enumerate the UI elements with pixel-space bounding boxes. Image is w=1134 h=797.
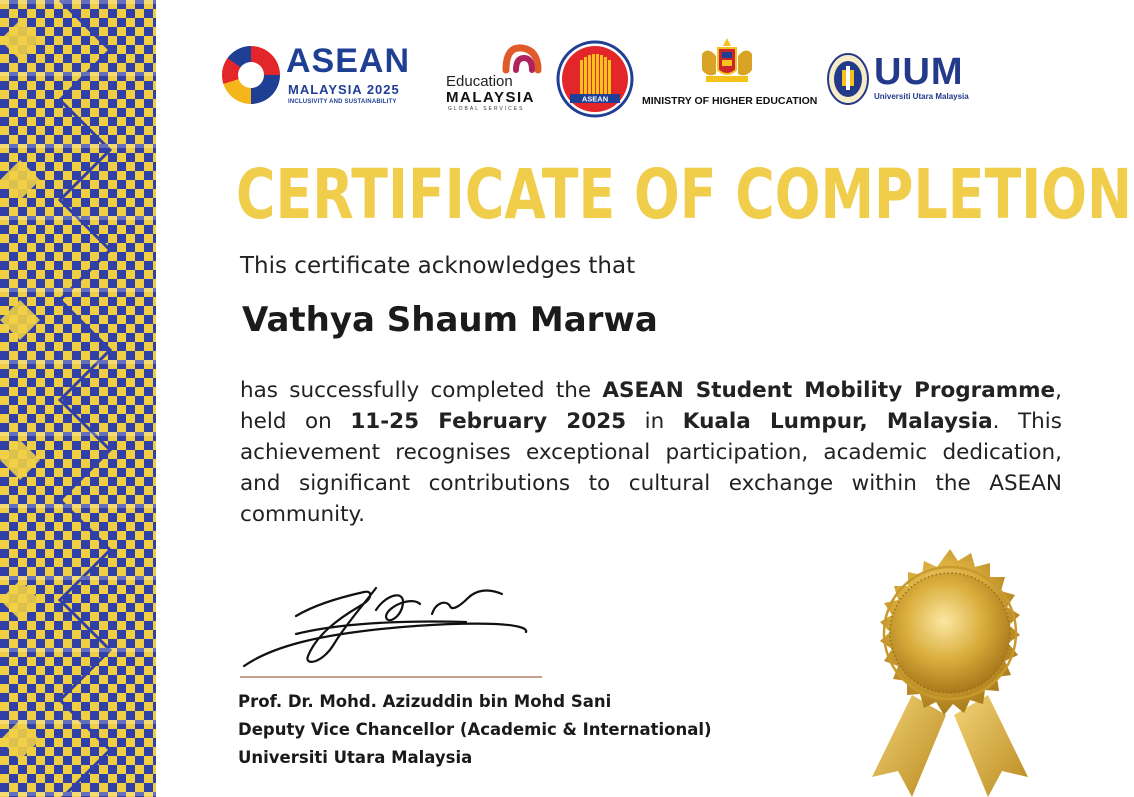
signatory-institution: Universiti Utara Malaysia bbox=[238, 748, 473, 767]
songket-pattern-border bbox=[0, 0, 156, 797]
programme-dates: 11-25 February 2025 bbox=[350, 409, 627, 434]
gold-seal-medal-icon bbox=[850, 545, 1050, 797]
border-motif bbox=[0, 0, 156, 797]
education-malaysia-logo bbox=[446, 40, 550, 112]
acknowledgement-text: This certificate acknowledges that bbox=[240, 253, 636, 279]
handwritten-signature bbox=[236, 574, 536, 674]
programme-name: ASEAN Student Mobility Programme bbox=[602, 378, 1056, 403]
uum-logo-text: UUM bbox=[874, 51, 964, 93]
education-logo-line3: GLOBAL SERVICES bbox=[448, 106, 525, 112]
asean-malaysia-2025-logo bbox=[220, 40, 420, 112]
asean-ring-icon bbox=[222, 46, 280, 104]
signatory-name: Prof. Dr. Mohd. Azizuddin bin Mohd Sani bbox=[238, 692, 612, 711]
body-text-part2: , held on bbox=[240, 378, 1062, 434]
asean-emblem-label: ASEAN bbox=[581, 94, 609, 104]
certificate-title: CERTIFICATE OF COMPLETION bbox=[236, 155, 1133, 235]
body-text-part3: in bbox=[626, 409, 683, 434]
signatory-block bbox=[238, 688, 712, 772]
body-text-part4: . This achievement recognises exceptional participation, academic dedication, and significant contributions to cultural exchange within the ASEAN community. bbox=[240, 409, 1062, 527]
certificate-body bbox=[240, 375, 1062, 530]
ministry-label: MINISTRY OF HIGHER EDUCATION bbox=[642, 95, 818, 107]
uum-seal-icon bbox=[826, 52, 870, 106]
asean-emblem-icon bbox=[556, 40, 634, 118]
education-logo-line1: Education bbox=[446, 73, 513, 90]
body-text-part1: has successfully completed the bbox=[240, 378, 603, 403]
recipient-name: Vathya Shaum Marwa bbox=[242, 300, 658, 340]
asean-logo-year: MALAYSIA 2025 bbox=[288, 82, 400, 97]
malaysia-coat-of-arms-icon bbox=[696, 36, 758, 86]
signature-line bbox=[240, 676, 542, 678]
asean-logo-text: ASEAN bbox=[286, 42, 411, 80]
asean-logo-tagline: INCLUSIVITY AND SUSTAINABILITY bbox=[288, 99, 397, 105]
signatory-position: Deputy Vice Chancellor (Academic & International) bbox=[238, 720, 712, 739]
ministry-logo bbox=[640, 36, 818, 110]
education-logo-line2: MALAYSIA bbox=[446, 89, 535, 106]
uum-logo bbox=[826, 52, 976, 110]
uum-logo-subtext: Universiti Utara Malaysia bbox=[874, 92, 969, 101]
programme-location: Kuala Lumpur, Malaysia bbox=[682, 409, 993, 434]
